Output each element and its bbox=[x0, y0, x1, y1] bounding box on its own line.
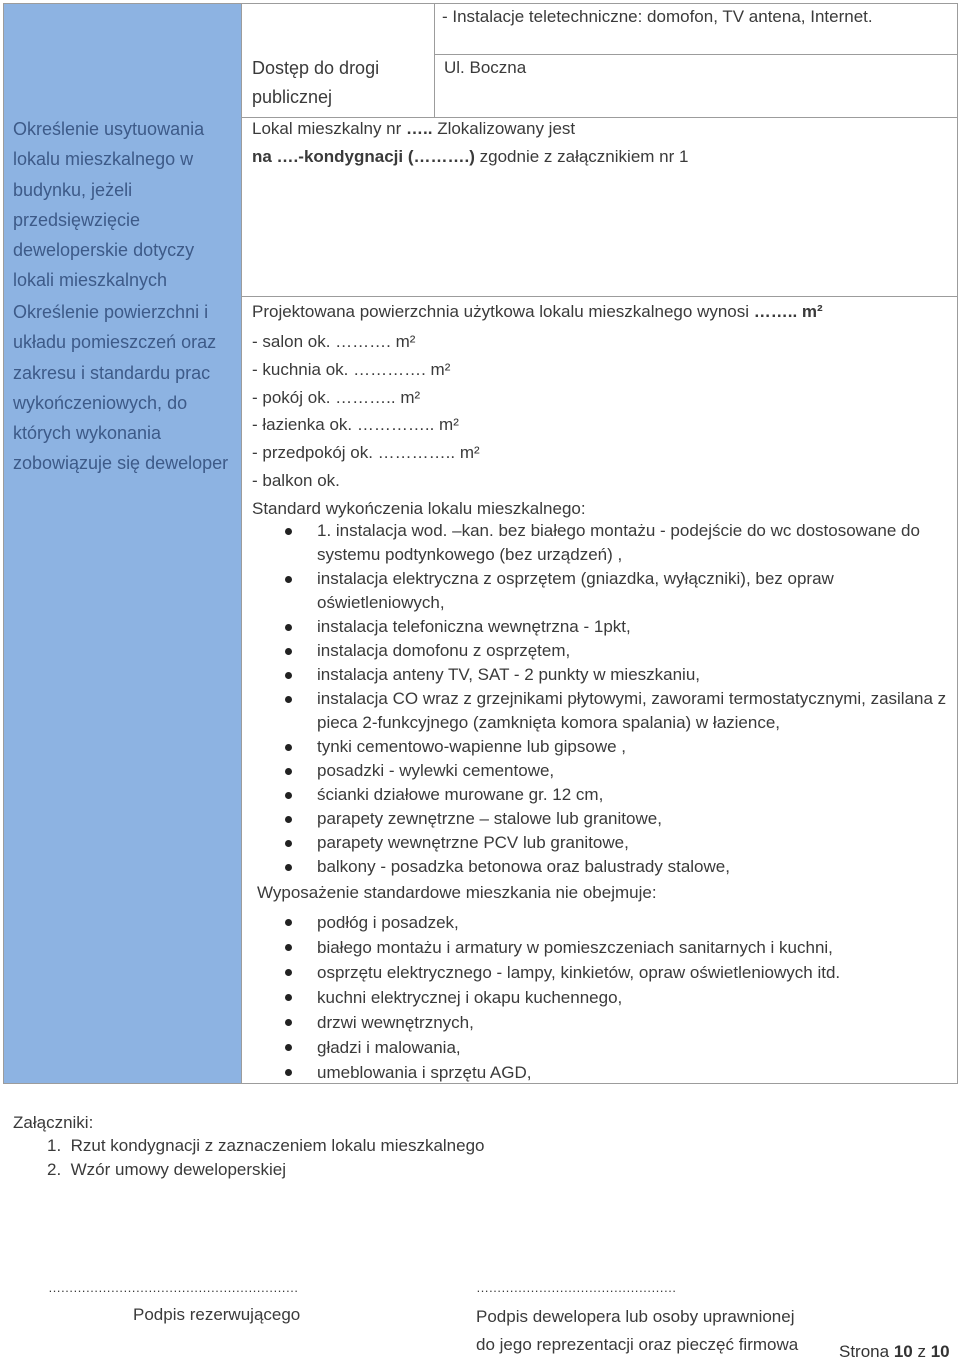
signature-label-left: Podpis rezerwującego bbox=[133, 1305, 301, 1324]
room-balcony: - balkon ok. bbox=[252, 470, 340, 490]
list-item bbox=[317, 910, 947, 935]
list-item-text: podłóg i posadzek, bbox=[317, 913, 459, 932]
bullet-icon bbox=[285, 1044, 292, 1051]
signature-label-right-1: Podpis dewelopera lub osoby uprawnionej bbox=[476, 1307, 795, 1326]
row-divider bbox=[434, 54, 958, 55]
bullet-icon bbox=[285, 576, 292, 583]
signature-line-right: ………………………………………… bbox=[476, 1280, 676, 1295]
list-item-text: drzwi wewnętrznych, bbox=[317, 1013, 474, 1032]
projected-area-blank[interactable]: …….. m² bbox=[753, 302, 823, 321]
list-item bbox=[317, 935, 947, 960]
excluded-list bbox=[317, 910, 947, 1085]
list-item bbox=[317, 1010, 947, 1035]
area-label: Określenie powierzchni i układu pomieszczeń oraz zakresu i standardu prac wykończeniowych, do których wykonania zobowiązuje się deweloper bbox=[13, 302, 229, 474]
attachments-heading: Załączniki: bbox=[13, 1113, 94, 1132]
excluded-heading: Wyposażenie standardowe mieszkania nie obejmuje: bbox=[257, 883, 657, 902]
telecom-installations-text: - Instalacje teletechniczne: domofon, TV antena, Internet. bbox=[442, 7, 873, 26]
projected-area-text: Projektowana powierzchnia użytkowa lokalu mieszkalnego wynosi bbox=[252, 302, 754, 321]
list-item-text: gładzi i malowania, bbox=[317, 1038, 461, 1057]
list-item-text: parapety wewnętrzne PCV lub granitowe, bbox=[317, 833, 629, 852]
list-item bbox=[317, 663, 947, 687]
list-item bbox=[317, 615, 947, 639]
bullet-icon bbox=[285, 944, 292, 951]
room-hallway: - przedpokój ok. ………….. m² bbox=[252, 443, 480, 463]
bullet-icon bbox=[285, 969, 292, 976]
bullet-icon bbox=[285, 919, 292, 926]
bullet-icon bbox=[285, 624, 292, 631]
floor-blank[interactable]: na ….-kondygnacji (……….) bbox=[252, 147, 475, 166]
location-label: Określenie usytuowania lokalu mieszkalnego w budynku, jeżeli przedsięwzięcie deweloperskie dotyczy lokali mieszkalnych bbox=[13, 119, 205, 291]
list-item-text: tynki cementowo-wapienne lub gipsowe , bbox=[317, 737, 627, 756]
location-text-end: Zlokalizowany jest bbox=[432, 119, 576, 138]
apartment-number-blank[interactable]: ….. bbox=[406, 119, 433, 138]
standard-heading: Standard wykończenia lokalu mieszkalnego: bbox=[252, 499, 586, 518]
bullet-icon bbox=[285, 696, 292, 703]
bullet-icon bbox=[285, 768, 292, 775]
room-salon: - salon ok. ………. m² bbox=[252, 332, 416, 351]
list-item bbox=[317, 735, 947, 759]
location-line-1 bbox=[252, 117, 575, 141]
room-list bbox=[252, 328, 652, 495]
signature-line-left: …………………………………………………… bbox=[48, 1280, 298, 1295]
row-divider bbox=[241, 296, 958, 297]
column-divider bbox=[241, 4, 242, 1084]
list-item bbox=[317, 807, 947, 831]
page-middle: z bbox=[912, 1342, 931, 1361]
list-item bbox=[317, 639, 947, 663]
attachment-item-2: 2. Wzór umowy deweloperskiej bbox=[47, 1160, 287, 1179]
bullet-icon bbox=[285, 528, 292, 535]
list-item bbox=[317, 567, 947, 615]
attachment-item-1: 1. Rzut kondygnacji z zaznaczeniem lokalu mieszkalnego bbox=[47, 1136, 485, 1155]
page-current: 10 bbox=[893, 1342, 913, 1361]
list-item-text: białego montażu i armatury w pomieszczeniach sanitarnych i kuchni, bbox=[317, 938, 833, 957]
bullet-icon bbox=[285, 648, 292, 655]
access-value: Ul. Boczna bbox=[444, 58, 527, 77]
list-item bbox=[317, 687, 947, 735]
list-item-text: instalacja telefoniczna wewnętrzna - 1pkt, bbox=[317, 617, 631, 636]
bullet-icon bbox=[285, 1019, 292, 1026]
bullet-icon bbox=[285, 864, 292, 871]
list-item-text: instalacja anteny TV, SAT - 2 punkty w mieszkaniu, bbox=[317, 665, 701, 684]
bullet-icon bbox=[285, 816, 292, 823]
bullet-icon bbox=[285, 840, 292, 847]
room-bedroom: - pokój ok. ……….. m² bbox=[252, 387, 421, 407]
projected-area-line bbox=[252, 300, 823, 324]
bullet-icon bbox=[285, 994, 292, 1001]
page-prefix: Strona bbox=[839, 1342, 894, 1361]
cell-divider bbox=[434, 4, 435, 117]
bullet-icon bbox=[285, 744, 292, 751]
list-item-text: balkony - posadzka betonowa oraz balustrady stalowe, bbox=[317, 857, 730, 876]
list-item-text: umeblowania i sprzętu AGD, bbox=[317, 1063, 532, 1082]
list-item bbox=[317, 831, 947, 855]
list-item bbox=[317, 783, 947, 807]
list-item bbox=[317, 519, 947, 567]
bullet-icon bbox=[285, 672, 292, 679]
room-bathroom: - łazienka ok. ………….. m² bbox=[252, 415, 459, 435]
list-item bbox=[317, 855, 947, 879]
standard-list bbox=[317, 519, 947, 879]
bullet-icon bbox=[285, 1069, 292, 1076]
list-item bbox=[317, 985, 947, 1010]
access-label: Dostęp do drogi publicznej bbox=[252, 58, 380, 107]
list-item-text: kuchni elektrycznej i okapu kuchennego, bbox=[317, 988, 623, 1007]
location-text-start: Lokal mieszkalny nr bbox=[252, 119, 407, 138]
list-item-text: instalacja elektryczna z osprzętem (gniazdka, wyłączniki), bez opraw oświetleniowych, bbox=[317, 569, 834, 612]
list-item bbox=[317, 759, 947, 783]
list-item-text: ścianki działowe murowane gr. 12 cm, bbox=[317, 785, 604, 804]
list-item bbox=[317, 960, 947, 985]
room-kitchen: - kuchnia ok. …………. m² bbox=[252, 359, 451, 379]
page-number bbox=[839, 1340, 950, 1364]
location-line-2 bbox=[252, 145, 688, 169]
list-item-text: parapety zewnętrzne – stalowe lub granitowe, bbox=[317, 809, 662, 828]
bullet-icon bbox=[285, 792, 292, 799]
list-item bbox=[317, 1060, 947, 1085]
list-item-text: instalacja CO wraz z grzejnikami płytowymi, zaworami termostatycznymi, zasilana z pieca 2-funkcyjnego (zamknięta komora spalania) w łazience, bbox=[317, 689, 947, 732]
list-item-text: posadzki - wylewki cementowe, bbox=[317, 761, 555, 780]
page-total: 10 bbox=[930, 1342, 950, 1361]
list-item-text: instalacja domofonu z osprzętem, bbox=[317, 641, 571, 660]
list-item-text: 1. instalacja wod. –kan. bez białego montażu - podejście do wc dostosowane do systemu podtynkowego (bez urządzeń) , bbox=[317, 521, 920, 564]
list-item bbox=[317, 1035, 947, 1060]
signature-label-right-2: do jego reprezentacji oraz pieczęć firmowa bbox=[476, 1335, 799, 1354]
attachment-reference: zgodnie z załącznikiem nr 1 bbox=[474, 147, 689, 166]
list-item-text: osprzętu elektrycznego - lampy, kinkietów, opraw oświetleniowych itd. bbox=[317, 963, 841, 982]
